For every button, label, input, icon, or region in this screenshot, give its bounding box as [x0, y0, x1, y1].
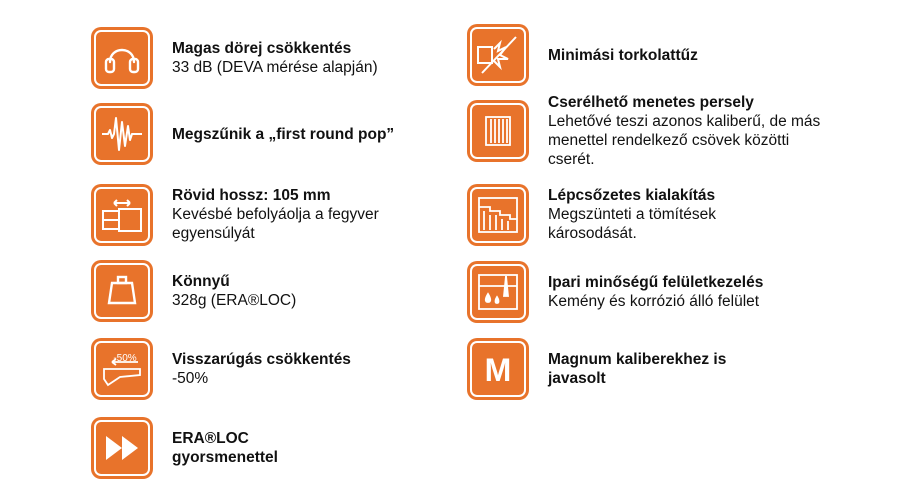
feature-muzzle-flash	[470, 27, 698, 83]
surface-coating-icon	[470, 264, 526, 320]
sound-wave-icon	[94, 106, 150, 162]
recoil-percent-label: -50%	[113, 353, 137, 364]
feature-short-length	[94, 186, 422, 243]
feature-title: Lépcsőzetes kialakítás	[548, 187, 716, 204]
feature-light-weight	[94, 263, 296, 319]
recoil-reduction-icon	[94, 341, 150, 397]
feature-magnum	[470, 341, 758, 397]
feature-surface-coating	[470, 264, 763, 320]
feature-title: Visszarúgás csökkentés	[172, 351, 351, 368]
feature-title: Cserélhető menetes persely	[548, 94, 754, 111]
feature-first-round-pop	[94, 106, 394, 162]
feature-title: Rövid hossz: 105 mm	[172, 187, 331, 204]
magnum-letter: M	[484, 352, 512, 388]
feature-description: Kevésbé befolyáolja a fegyver egyensúlyát	[172, 206, 379, 242]
feature-description: Kemény és korrózió álló felület	[548, 293, 760, 310]
fast-forward-icon	[94, 420, 150, 476]
weight-icon	[94, 263, 150, 319]
feature-description: Megszünteti a tömítések károsodását.	[548, 206, 716, 242]
feature-recoil-reduction	[94, 341, 351, 397]
length-measure-icon	[94, 187, 150, 243]
feature-title: Magnum kaliberekhez is javasolt	[548, 351, 727, 387]
feature-title: Magas dörej csökkentés	[172, 40, 352, 57]
stepped-design-icon	[470, 187, 526, 243]
feature-description: -50%	[172, 370, 209, 387]
feature-threaded-sleeve	[470, 93, 828, 169]
feature-stepped-design	[470, 186, 748, 243]
feature-noise-reduction	[94, 30, 378, 86]
feature-eraloc	[94, 420, 302, 476]
ear-muffs-icon	[94, 30, 150, 86]
feature-title: Ipari minőségű felületkezelés	[548, 274, 764, 291]
feature-description: Lehetővé teszi azonos kaliberű, de más menettel rendelkező csövek közötti cserét.	[548, 113, 821, 168]
feature-title: Minimási torkolattűz	[548, 46, 698, 64]
magnum-m-icon	[470, 341, 526, 397]
no-muzzle-flash-icon	[470, 27, 526, 83]
feature-title: Könnyű	[172, 273, 230, 290]
feature-title: Megszűnik a „first round pop”	[172, 125, 395, 143]
feature-description: 33 dB (DEVA mérése alapján)	[172, 59, 378, 76]
threaded-sleeve-icon	[470, 103, 526, 159]
feature-title: ERA®LOC gyorsmenettel	[172, 430, 278, 466]
feature-description: 328g (ERA®LOC)	[172, 292, 297, 309]
